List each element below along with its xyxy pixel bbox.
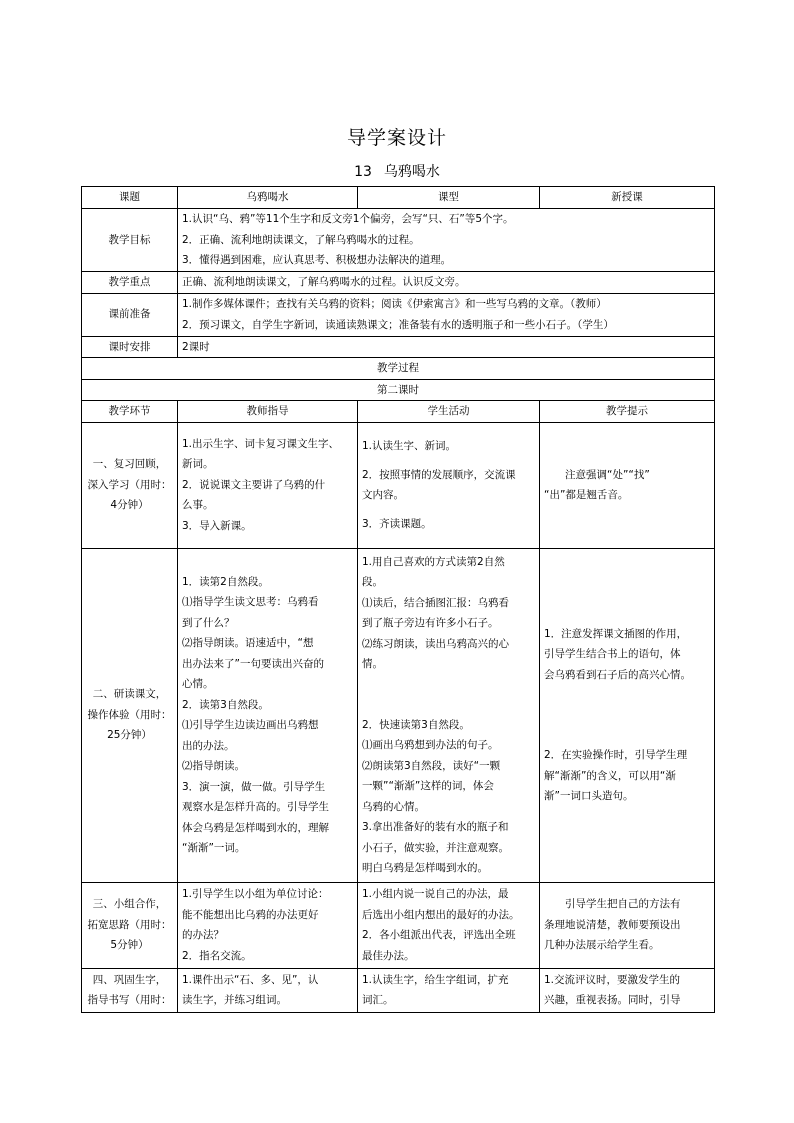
lesson-name: 乌鸦喝水 bbox=[383, 164, 440, 180]
student-line: 1.认读生字，给生字组词，扩充 bbox=[362, 973, 509, 986]
teacher-line: 的办法？ bbox=[182, 929, 224, 941]
tips-line: 条理地说清楚，教师要预设出 bbox=[544, 918, 681, 931]
topic-value: 乌鸦喝水 bbox=[178, 187, 358, 209]
stage-line: 25分钟） bbox=[107, 729, 152, 742]
student-cell bbox=[358, 422, 540, 548]
student-line: 1.小组内说一说自己的办法，最 bbox=[362, 888, 509, 900]
stage-line: 四、巩固生字， bbox=[92, 973, 167, 986]
student-line: 1.认读生字、新词。 bbox=[362, 440, 457, 452]
student-line: ⑴画出乌鸦想到办法的句子。 bbox=[362, 739, 499, 751]
table-row bbox=[82, 422, 715, 548]
student-line: 1.用自己喜欢的方式读第2自然 bbox=[362, 555, 505, 568]
goals-label: 教学目标 bbox=[82, 209, 178, 272]
teacher-cell bbox=[178, 882, 358, 968]
tips-line: 引导学生结合书上的语句，体 bbox=[544, 648, 681, 660]
tips-line: 引导学生把自己的方法有 bbox=[565, 898, 681, 911]
tips-line: 1.交流评议时，要激发学生的 bbox=[544, 973, 681, 986]
teacher-line: 2．读第3自然段。 bbox=[182, 698, 269, 711]
teacher-line: 1.出示生字、词卡复习课文生字、 bbox=[182, 437, 340, 450]
teacher-cell bbox=[178, 548, 358, 882]
stage-line: 深入学习（用时： bbox=[87, 478, 172, 491]
stage-cell bbox=[82, 882, 178, 968]
student-line: 后选出小组内想出的最好的办法。 bbox=[362, 908, 520, 921]
student-line: 3.拿出准备好的装有水的瓶子和 bbox=[362, 821, 509, 833]
key-label: 教学重点 bbox=[82, 271, 178, 293]
hours-label: 课时安排 bbox=[82, 336, 178, 358]
goals-cell bbox=[178, 209, 715, 272]
stage-line: 一、复习回顾， bbox=[92, 458, 167, 471]
student-line: 词汇。 bbox=[362, 994, 394, 1006]
student-cell bbox=[358, 882, 540, 968]
student-line: ⑵练习朗读，读出乌鸦高兴的心 bbox=[362, 637, 509, 650]
tips-line: 几种办法展示给学生看。 bbox=[544, 939, 660, 952]
teacher-line: 心情。 bbox=[182, 678, 214, 690]
tips-line: “出”都是翘舌音。 bbox=[544, 489, 629, 501]
stage-cell bbox=[82, 548, 178, 882]
student-line: 最佳办法。 bbox=[362, 949, 415, 962]
info-row-goals bbox=[82, 209, 715, 272]
student-line: 到了瓶子旁边有许多小石子。 bbox=[362, 617, 499, 629]
tips-cell bbox=[540, 882, 715, 968]
teacher-line: ⑴指导学生读文思考：乌鸦看 bbox=[182, 596, 319, 608]
student-line: 明白乌鸦是怎样喝到水的。 bbox=[362, 862, 488, 874]
teacher-line: 1．读第2自然段。 bbox=[182, 575, 269, 588]
type-value: 新授课 bbox=[540, 187, 715, 209]
student-cell bbox=[358, 968, 540, 1012]
tips-line: 兴趣，重视表扬。同时，引导 bbox=[544, 994, 681, 1006]
tips-cell bbox=[540, 422, 715, 548]
teacher-line: 2．说说课文主要讲了乌鸦的什 bbox=[182, 478, 326, 491]
stage-line: 拓宽思路（用时： bbox=[87, 918, 172, 931]
hours-value: 2课时 bbox=[178, 336, 715, 358]
tips-line: 2．在实验操作时，引导学生理 bbox=[544, 749, 688, 761]
student-cell bbox=[358, 548, 540, 882]
teacher-line: 么事。 bbox=[182, 499, 214, 512]
stage-line: 二、研读课文， bbox=[92, 688, 167, 701]
teacher-line: 1.课件出示“石、多、见”，认 bbox=[182, 973, 319, 986]
prep-line: 2．预习课文，自学生字新词，读通读熟课文；准备装有水的透明瓶子和一些小石子。（学生） bbox=[182, 318, 614, 331]
teacher-cell bbox=[178, 422, 358, 548]
stage-line: 5分钟） bbox=[110, 939, 149, 952]
teacher-line: 体会乌鸦是怎样喝到水的，理解 bbox=[182, 821, 329, 834]
info-row-prep bbox=[82, 293, 715, 336]
header-teacher: 教师指导 bbox=[178, 401, 358, 423]
student-line: 2．各小组派出代表，评选出全班 bbox=[362, 929, 516, 941]
student-line: 情。 bbox=[362, 658, 383, 670]
prep-label: 课前准备 bbox=[82, 293, 178, 336]
tips-line: 注意强调“处”“找” bbox=[565, 468, 650, 481]
student-line: 段。 bbox=[362, 576, 383, 588]
student-line: 乌鸦的心情。 bbox=[362, 800, 425, 813]
header-row bbox=[82, 401, 715, 423]
table-row bbox=[82, 548, 715, 882]
teacher-line: 3．演一演，做一做。引导学生 bbox=[182, 780, 326, 793]
teacher-line: 能不能想出比乌鸦的办法更好 bbox=[182, 908, 319, 921]
stage-line: 指导书写（用时： bbox=[87, 994, 172, 1006]
prep-cell bbox=[178, 293, 715, 336]
student-line: 2．快速读第3自然段。 bbox=[362, 718, 470, 731]
teacher-line: 新词。 bbox=[182, 458, 214, 471]
header-tips: 教学提示 bbox=[540, 401, 715, 423]
tips-line: 1．注意发挥课文插图的作用， bbox=[544, 627, 688, 640]
student-line: ⑴读后，结合插图汇报：乌鸦看 bbox=[362, 596, 509, 609]
stage-cell bbox=[82, 422, 178, 548]
lesson-number: 13 bbox=[354, 164, 372, 180]
type-label: 课型 bbox=[358, 187, 540, 209]
goal-line: 2．正确、流利地朗读课文，了解乌鸦喝水的过程。 bbox=[182, 233, 420, 246]
header-stage: 教学环节 bbox=[82, 401, 178, 423]
process-title: 教学过程 bbox=[82, 358, 715, 380]
teacher-line: 观察水是怎样升高的。引导学生 bbox=[182, 801, 329, 813]
info-row-hours bbox=[82, 336, 715, 358]
teacher-line: 1.引导学生以小组为单位讨论： bbox=[182, 888, 329, 900]
teacher-line: 出的办法。 bbox=[182, 739, 235, 752]
stage-line: 三、小组合作， bbox=[92, 898, 167, 911]
student-line: 2．按照事情的发展顺序，交流课 bbox=[362, 468, 516, 481]
student-line: 3．齐读课题。 bbox=[362, 517, 432, 530]
teacher-line: 2．指名交流。 bbox=[182, 949, 252, 962]
document-title: 导学案设计 bbox=[346, 127, 447, 149]
header-student: 学生活动 bbox=[358, 401, 540, 423]
teacher-line: ⑵指导朗读。 bbox=[182, 760, 245, 772]
table-row bbox=[82, 968, 715, 1012]
student-line: ⑵朗读第3自然段，读好“一颗 bbox=[362, 759, 501, 772]
teacher-line: 出办法来了”一句要读出兴奋的 bbox=[182, 657, 324, 670]
teacher-line: “渐渐”一词。 bbox=[182, 842, 246, 854]
teacher-line: 到了什么？ bbox=[182, 616, 235, 629]
info-row-key bbox=[82, 271, 715, 293]
period-title: 第二课时 bbox=[82, 379, 715, 401]
stage-line: 操作体验（用时： bbox=[87, 708, 172, 721]
tips-cell bbox=[540, 548, 715, 882]
prep-line: 1.制作多媒体课件；查找有关乌鸦的资料；阅读《伊索寓言》和一些写乌鸦的文章。（教师） bbox=[182, 298, 607, 310]
tips-line: 会乌鸦看到石子后的高兴心情。 bbox=[544, 668, 691, 681]
topic-label: 课题 bbox=[82, 187, 178, 209]
tips-line: 渐”一词口头造句。 bbox=[544, 790, 634, 802]
teacher-line: 读生字，并练习组词。 bbox=[182, 994, 287, 1006]
stage-line: 4分钟） bbox=[110, 499, 149, 512]
key-value: 正确、流利地朗读课文，了解乌鸦喝水的过程。认识反文旁。 bbox=[178, 271, 715, 293]
student-line: 一颗”“渐渐”这样的词，体会 bbox=[362, 780, 494, 792]
teacher-line: 3．导入新课。 bbox=[182, 519, 252, 532]
student-line: 小石子，做实验，并注意观察。 bbox=[362, 841, 509, 854]
student-line: 文内容。 bbox=[362, 489, 404, 501]
teacher-cell bbox=[178, 968, 358, 1012]
tips-line: 解“渐渐”的含义，可以用“渐 bbox=[544, 769, 676, 782]
lesson-plan-table bbox=[81, 186, 715, 1013]
goal-line: 1.认识“乌、鸦”等11个生字和反文旁1个偏旁，会写“只、石”等5个字。 bbox=[182, 213, 514, 225]
stage-cell bbox=[82, 968, 178, 1012]
goal-line: 3．懂得遇到困难，应认真思考、积极想办法解决的道理。 bbox=[182, 254, 452, 266]
info-row-topic bbox=[82, 187, 715, 209]
table-row bbox=[82, 882, 715, 968]
lesson-title bbox=[0, 161, 794, 181]
teacher-line: ⑴引导学生边读边画出乌鸦想 bbox=[182, 719, 319, 731]
tips-cell bbox=[540, 968, 715, 1012]
teacher-line: ⑵指导朗读。语速适中，“想 bbox=[182, 637, 314, 649]
